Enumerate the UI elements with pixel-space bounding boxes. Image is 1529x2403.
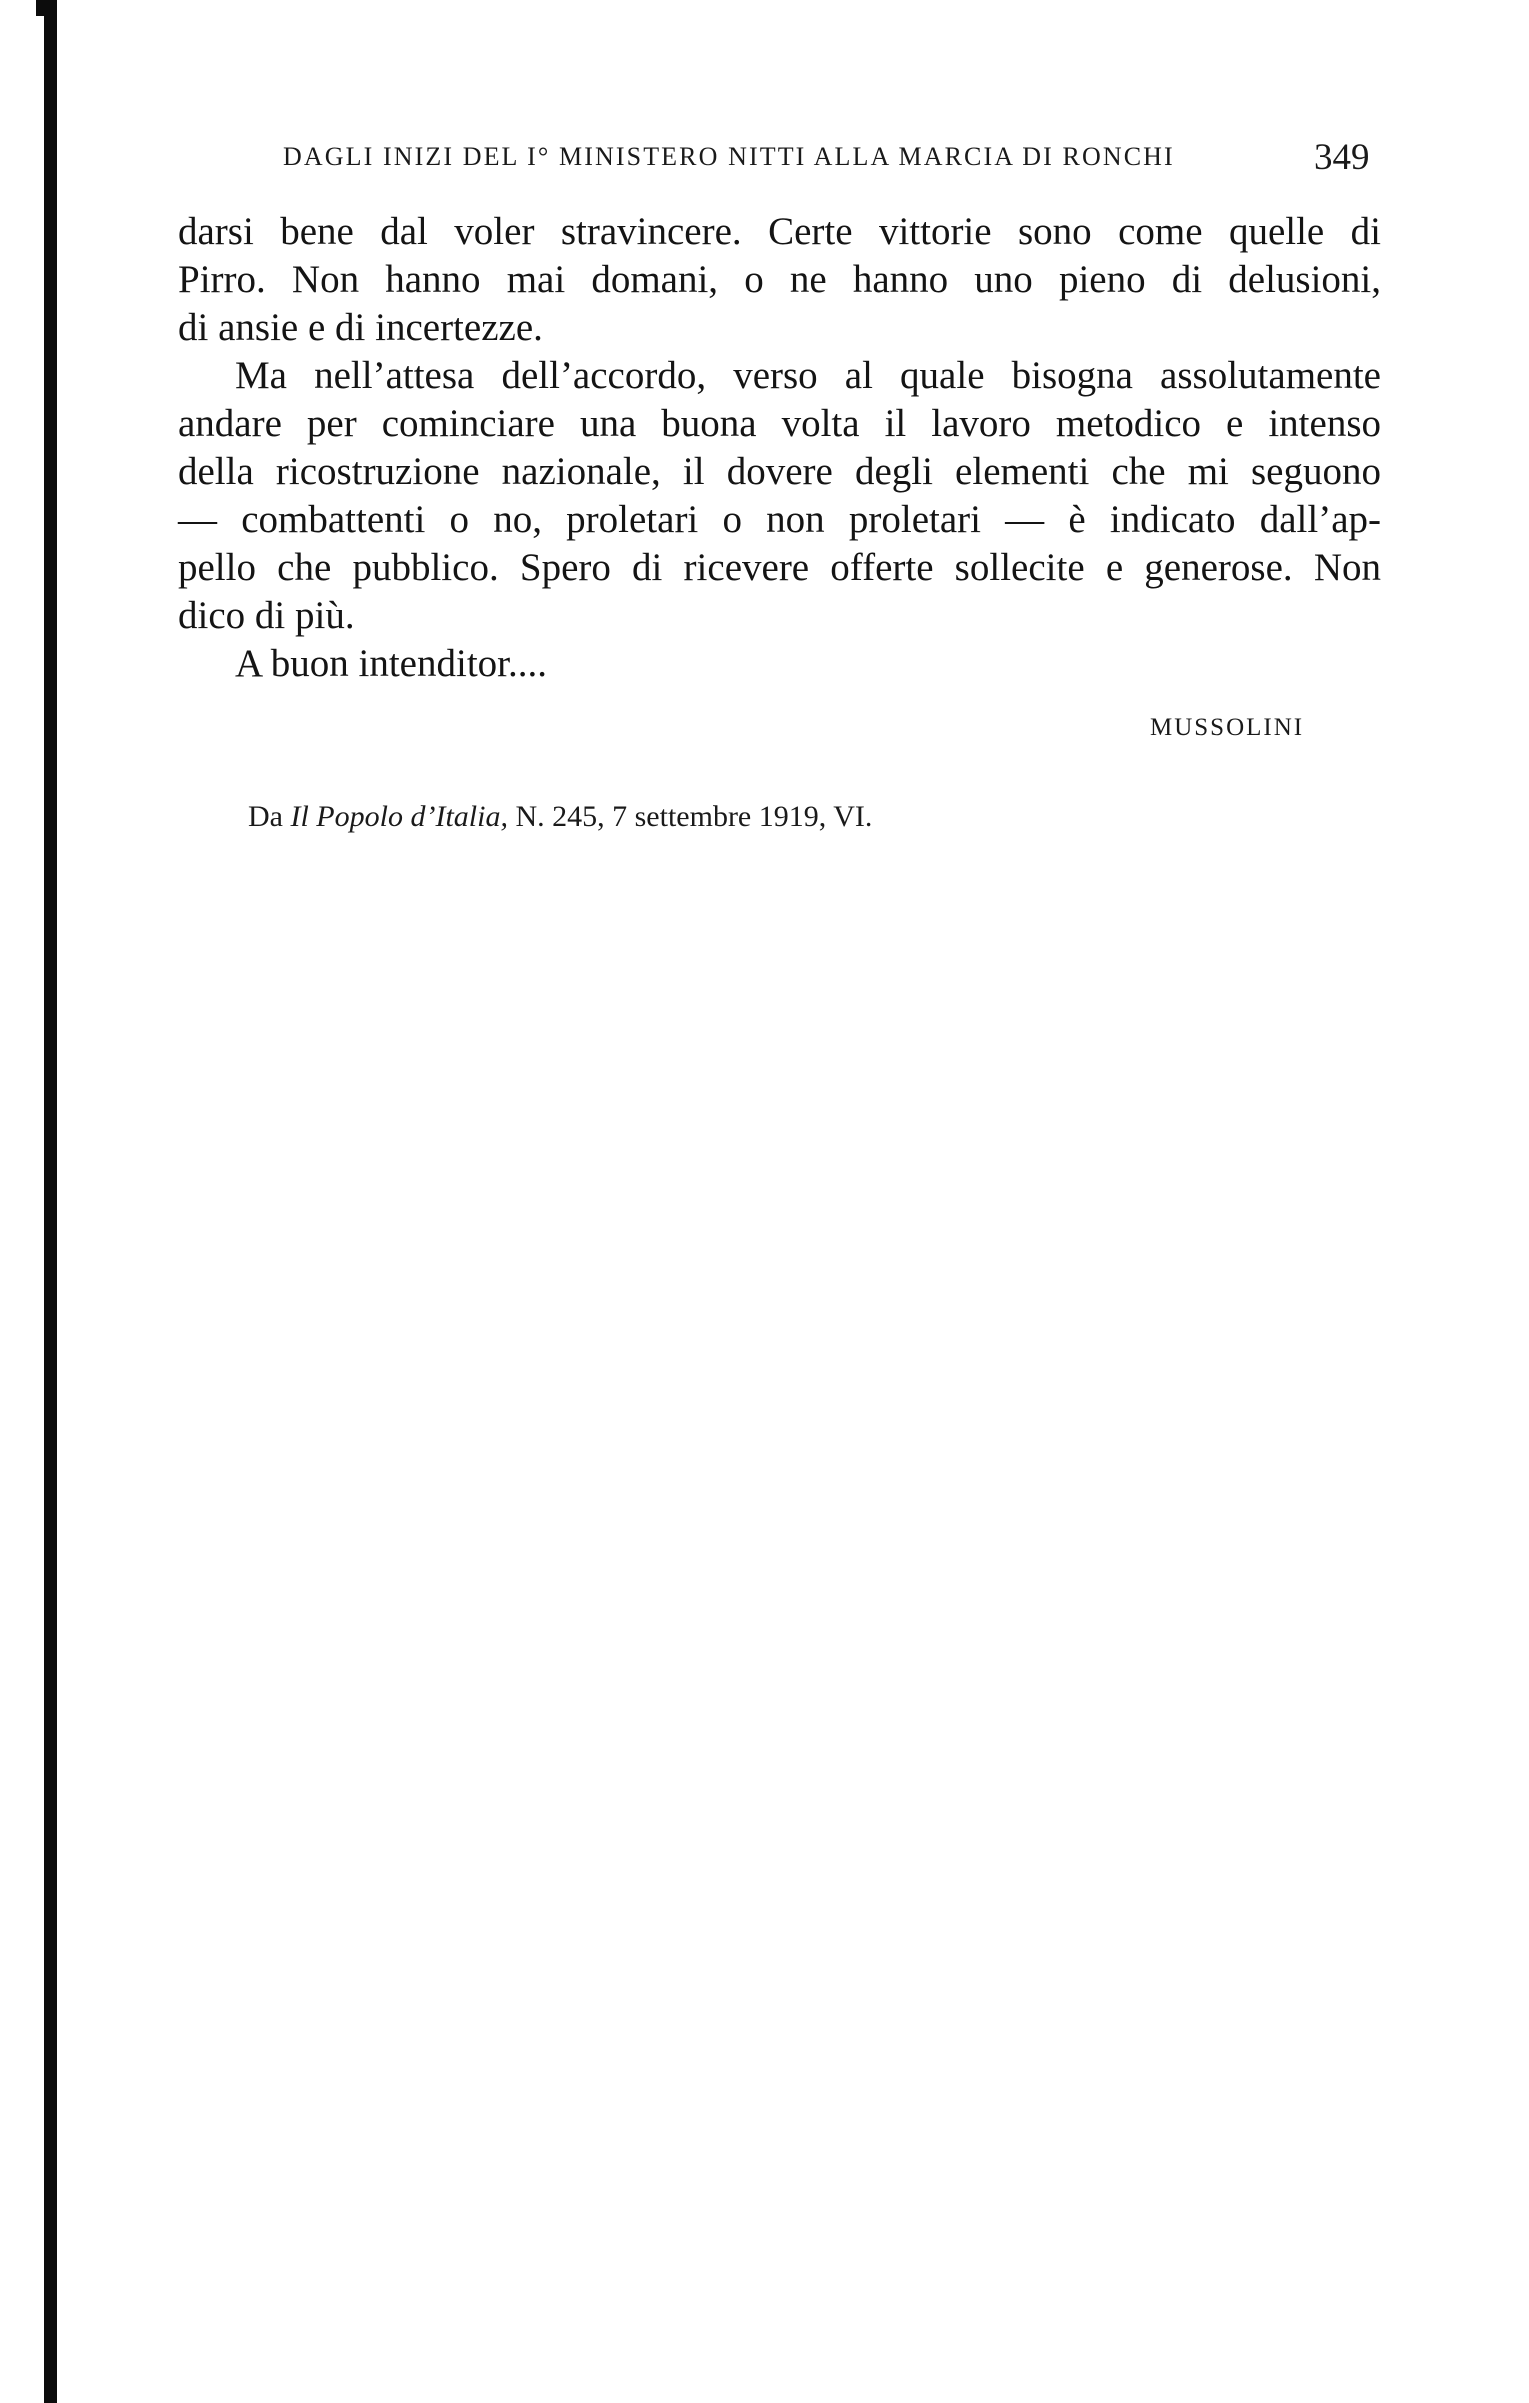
text-line: A buon intenditor.... [235, 642, 547, 685]
text-line: della ricostruzione nazionale, il dovere degli elementi che mi seguono [178, 450, 1381, 493]
running-head [0, 136, 1529, 176]
text-line: darsi bene dal voler stravincere. Certe vittorie sono come quelle di [178, 210, 1381, 253]
source-details: N. 245, 7 settembre 1919, VI. [507, 800, 873, 833]
source-prefix: Da [248, 800, 291, 833]
binding-edge [44, 0, 57, 2403]
text-line: andare per cominciare una buona volta il lavoro metodico e intenso [178, 402, 1381, 445]
text-line: di ansie e di incertezze. [178, 306, 543, 349]
text-line: pello che pubblico. Spero di ricevere offerte sollecite e generose. Non [178, 546, 1381, 589]
source-note [248, 800, 872, 834]
text-line: — combattenti o no, proletari o non proletari — è indicato dall’ap- [178, 498, 1381, 541]
text-line: dico di più. [178, 594, 355, 637]
binding-edge-notch [36, 0, 44, 16]
author-signature: MUSSOLINI [1150, 714, 1305, 741]
body-text [178, 208, 1381, 688]
text-line: Ma nell’attesa dell’accordo, verso al quale bisogna assolutamente [235, 354, 1381, 397]
source-publication: Il Popolo d’Italia, [290, 800, 508, 833]
text-line: Pirro. Non hanno mai domani, o ne hanno uno pieno di delusioni, [178, 258, 1381, 301]
page-number: 349 [1314, 137, 1370, 178]
running-title: DAGLI INIZI DEL I° MINISTERO NITTI ALLA MARCIA DI RONCHI [283, 142, 1175, 171]
